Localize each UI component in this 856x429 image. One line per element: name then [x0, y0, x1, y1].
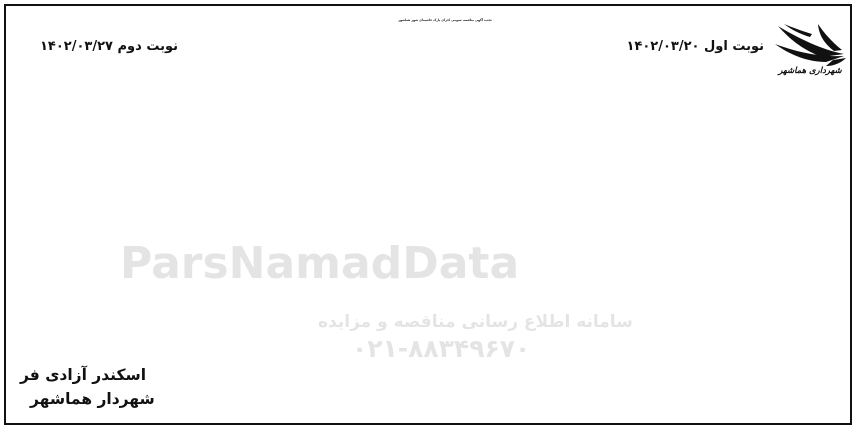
second-run-date: نوبت دوم ۱۴۰۲/۰۳/۲۷ [40, 39, 178, 54]
notice-title: تجدید آگهی مناقصه عمومی اجرای پارک حاشیه‌ای شهر هماشهر [398, 18, 492, 22]
document-deadline [14, 158, 842, 177]
condition-item [14, 314, 842, 333]
condition-item [14, 333, 842, 352]
intro-line [14, 119, 842, 138]
condition-item [14, 236, 842, 255]
first-run-date: نوبت اول ۱۴۰۲/۰۳/۲۰ [626, 39, 764, 54]
watermark-persian: سامانه اطلاع رسانی مناقصه و مزایده [318, 312, 633, 332]
condition-item-continued [14, 255, 842, 274]
condition-item [14, 216, 842, 235]
signer-name: اسکندر آزادی فر [20, 366, 147, 384]
logo-caption: شهرداری هماشهر [778, 66, 842, 76]
watermark-phone: ۰۲۱-۸۸۳۴۹۶۷۰ [352, 334, 531, 363]
intro-line [14, 99, 842, 118]
ad-id [202, 372, 842, 391]
condition-item [14, 294, 842, 313]
municipality-logo [772, 22, 848, 82]
bird-logo-icon [772, 22, 848, 68]
signer-role: شهردار هماشهر [30, 390, 155, 408]
condition-item [14, 197, 842, 216]
watermark-latin: ParsNamadData [120, 238, 520, 289]
intro-line [14, 138, 842, 157]
condition-item [14, 275, 842, 294]
submission-deadline [14, 177, 842, 196]
intro-line [14, 60, 770, 79]
intro-line [14, 80, 842, 99]
